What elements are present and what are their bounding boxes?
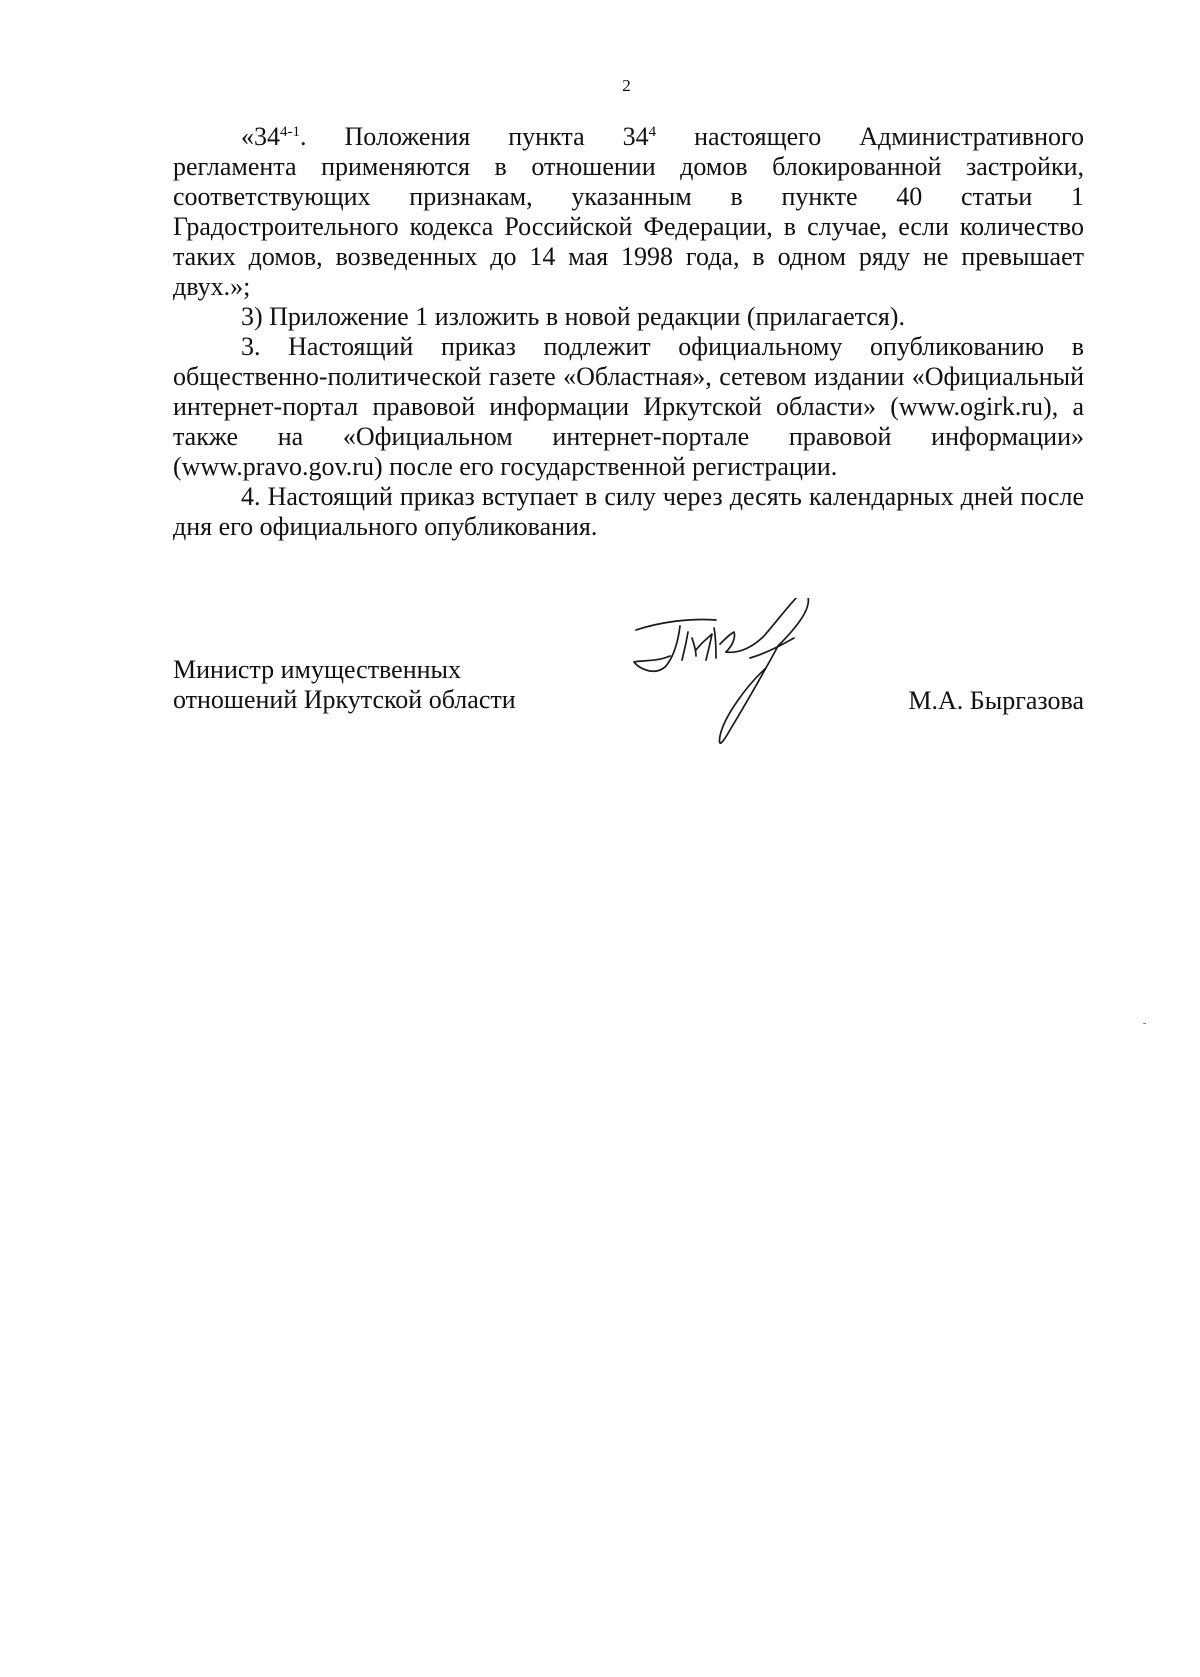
- handwritten-signature: [630, 598, 850, 778]
- superscript-4-1: 4-1: [280, 124, 300, 140]
- signatory-name: М.А. Быргазова: [908, 686, 1084, 715]
- superscript-4: 4: [648, 124, 657, 140]
- scan-speck: [1143, 1023, 1146, 1024]
- paragraph-publication: 3. Настоящий приказ подлежит официальному опубликованию в общественно-политической газете «Областная», сетевом издании «Официальный интернет-портал правовой информации Иркутской области» (www.ogirk.ru), а также на «Официальном интернет-портале правовой информации» (www.pravo.gov.ru) после его государственной регистрации.: [173, 332, 1084, 481]
- paragraph-effective-date: 4. Настоящий приказ вступает в силу через десять календарных дней после дня его официального опубликования.: [173, 482, 1084, 541]
- paragraph-34-4-1-open: «34: [241, 122, 280, 151]
- page-number: 2: [622, 76, 631, 95]
- document-body: [173, 122, 1084, 542]
- signatory-title: [173, 655, 516, 715]
- paragraph-34-4-1: [173, 122, 1084, 302]
- paragraph-appendix: 3) Приложение 1 изложить в новой редакции (прилагается).: [241, 302, 905, 331]
- paragraph-34-4-1-mid: . Положения пункта 34: [300, 122, 649, 151]
- signatory-title-line-2: отношений Иркутской области: [173, 685, 516, 714]
- signatory-title-line-1: Министр имущественных: [173, 655, 462, 684]
- paragraph-34-4-1-rest: настоящего Административного регламента применяются в отношении домов блокированной застройки, соответствующих признакам, указанным в пункте 40 статьи 1 Градостроительного кодекса Российской Федерации, в случае, если количество таких домов, возведенных до 14 мая 1998 года, в одном ряду не превышает двух.»;: [173, 122, 1084, 301]
